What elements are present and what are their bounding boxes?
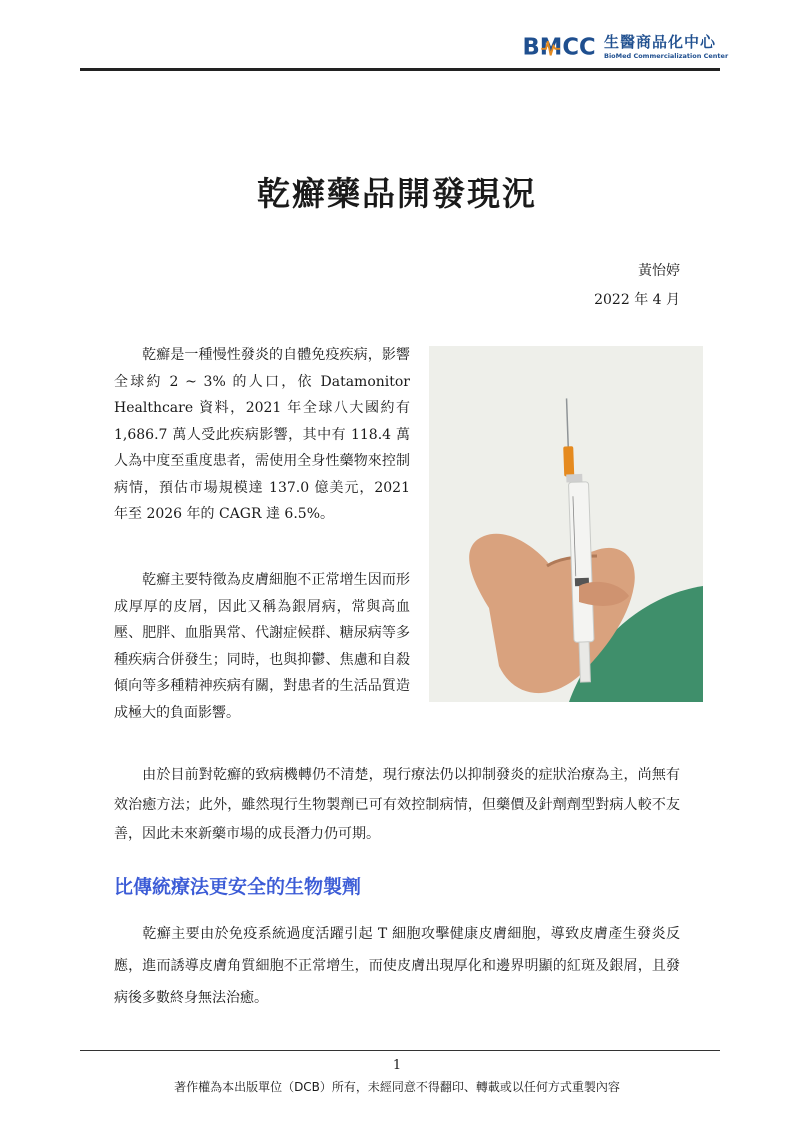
- paragraph-mechanism-text: 乾癬主要由於免疫系統過度活躍引起 T 細胞攻擊健康皮膚細胞，導致皮膚產生發炎反應，進而誘導皮膚角質細胞不正常增生，而使皮膚出現厚化和邊界明顯的紅斑及銀屑，且發病後多數終身無法治癒。: [114, 926, 680, 1006]
- bmcc-logo: [520, 28, 729, 64]
- paragraph-treatment-text: 由於目前對乾癬的致病機轉仍不清楚，現行療法仍以抑制發炎的症狀治療為主，尚無有效治癒方法；此外，雖然現行生物製劑已可有效控制病情，但藥價及針劑劑型對病人較不友善，因此未來新藥市場的成長潛力仍可期。: [114, 767, 680, 842]
- footer-divider: [80, 1050, 720, 1051]
- paragraph-symptoms: [114, 567, 410, 726]
- syringe-photo: [429, 346, 703, 702]
- copyright-notice: 著作權為本出版單位（DCB）所有，未經同意不得翻印、轉載或以任何方式重製內容: [174, 1080, 620, 1094]
- paragraph-symptoms-text: 乾癬主要特徵為皮膚細胞不正常增生因而形成厚厚的皮屑，因此又稱為銀屑病，常與高血壓、肥胖、血脂異常、代謝症候群、糖尿病等多種疾病合併發生；同時，也與抑鬱、焦慮和自殺傾向等多種精神疾病有關，對患者的生活品質造成極大的負面影響。: [114, 572, 410, 721]
- logo-name-en: BioMed Commercialization Center: [604, 52, 729, 60]
- logo-brand-text: BMCC: [522, 32, 596, 60]
- publication-date: 2022 年 4 月: [594, 292, 680, 308]
- author-name: 黃怡婷: [638, 263, 680, 279]
- paragraph-intro: [114, 342, 410, 528]
- document-title: 乾癬藥品開發現況: [257, 174, 537, 213]
- section-heading-biologics: 比傳統療法更安全的生物製劑: [114, 876, 362, 898]
- page-number: 1: [392, 1058, 402, 1073]
- logo-name-cn: 生醫商品化中心: [604, 33, 717, 51]
- paragraph-intro-text: 乾癬是一種慢性發炎的自體免疫疾病，影響全球約 2 ~ 3% 的人口，依 Datamonitor Healthcare 資料，2021 年全球八大國約有 1,686.7 萬人受此疾病影響，其中有 118.4 萬人為中度至重度患者，需使用全身性藥物來控制病情，預估市場規模達 137.0 億美元，2021 年至 2026 年的 CAGR 達 6.5%。: [114, 347, 410, 522]
- bmcc-logo-mark: [520, 30, 600, 60]
- header-divider: [80, 68, 720, 71]
- paragraph-treatment: [114, 761, 680, 850]
- paragraph-mechanism: [114, 918, 680, 1014]
